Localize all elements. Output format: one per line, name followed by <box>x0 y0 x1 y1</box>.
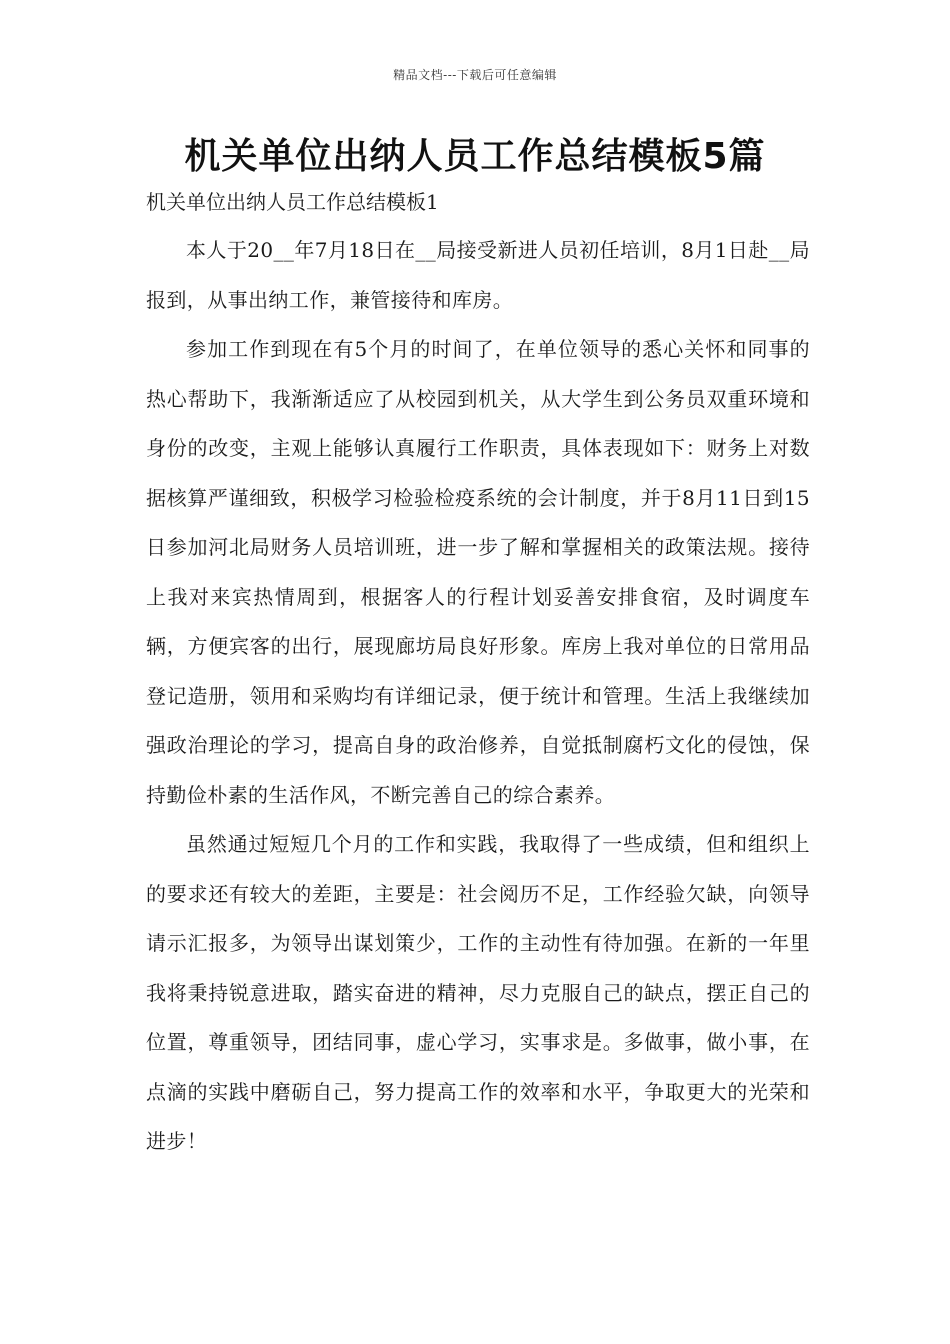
document-title: 机关单位出纳人员工作总结模板5篇 <box>184 136 766 177</box>
header-note: 精品文档---下载后可任意编辑 <box>393 68 557 82</box>
document-subtitle: 机关单位出纳人员工作总结模板1 <box>146 190 439 214</box>
paragraph-2: 参加工作到现在有5个月的时间了，在单位领导的悉心关怀和同事的热心帮助下，我渐渐适应了从校园到机关，从大学生到公务员双重环境和身份的改变，主观上能够认真履行工作职责，具体表现如下：财务上对数据核算严谨细致，积极学习检验检疫系统的会计制度，并于8月11日到15日参加河北局财务人员培训班，进一步了解和掌握相关的政策法规。接待上我对来宾热情周到，根据客人的行程计划妥善安排食宿，及时调度车辆，方便宾客的出行，展现廊坊局良好形象。库房上我对单位的日常用品登记造册，领用和采购均有详细记录，便于统计和管理。生活上我继续加强政治理论的学习，提高自身的政治修养，自觉抵制腐朽文化的侵蚀，保持勤俭朴素的生活作风，不断完善自己的综合素养。 <box>146 337 810 807</box>
document-body <box>146 226 810 1167</box>
paragraph-1: 本人于20__年7月18日在__局接受新进人员初任培训，8月1日赴__局报到，从事出纳工作，兼管接待和库房。 <box>146 238 810 312</box>
paragraph-3: 虽然通过短短几个月的工作和实践，我取得了一些成绩，但和组织上的要求还有较大的差距，主要是：社会阅历不足，工作经验欠缺，向领导请示汇报多，为领导出谋划策少，工作的主动性有待加强。在新的一年里我将秉持锐意进取，踏实奋进的精神，尽力克服自己的缺点，摆正自己的位置，尊重领导，团结同事，虚心学习，实事求是。多做事，做小事，在点滴的实践中磨砺自己，努力提高工作的效率和水平，争取更大的光荣和进步！ <box>146 832 810 1153</box>
